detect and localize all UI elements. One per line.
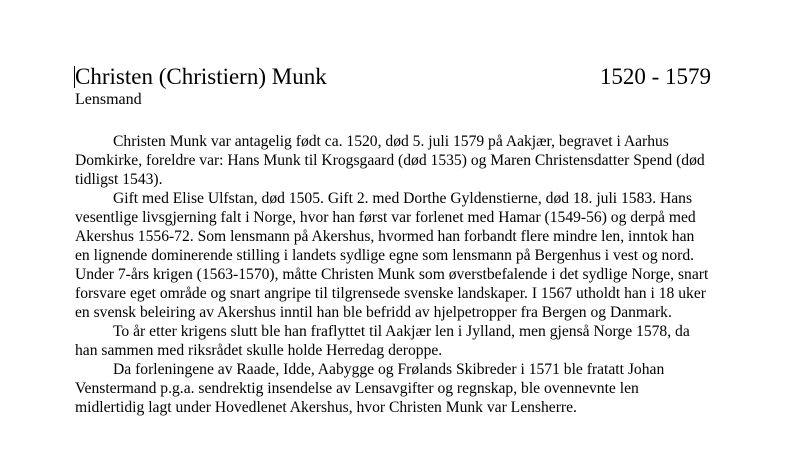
life-years[interactable]: 1520 - 1579 bbox=[599, 64, 711, 89]
paragraph-birth[interactable]: Christen Munk var antagelig født ca. 1520, død 5. juli 1579 på Aakjær, begravet i Aarhus Domkirke, foreldre var: Hans Munk til Krogsgaard (død 1535) og Maren Christensdatter Spend (død tidligst 1543). bbox=[75, 133, 705, 188]
paragraph-career[interactable]: Gift med Elise Ulfstan, død 1505. Gift 2. med Dorthe Gyldenstierne, død 18. juli 1583. Hans vesentlige livsgjerning falt i Norge, hvor han først var forlenet med Hamar (1549-56) og derpå med Akershus 1556-72. Som lensmann på Akershus, hvormed han forbandt flere mindre len, inntok han en lignende dominerende stilling i landets sydlige egne som lensmann på Bergenhus i vest og nord. Under 7-års krigen (1563-1570), måtte Christen Munk som øverstbefalende i det sydlige Norge, snart forsvare eget område og snart angripe til tilgrensede svenske landskaper. I 1567 utholdt han i 18 uker en svensk beleiring av Akershus inntil han ble befridd av hjelpetropper fra Bergen og Danmark. bbox=[75, 190, 709, 321]
paragraph-fiefs[interactable]: Da forleningene av Raade, Idde, Aabygge og Frølands Skibreder i 1571 ble fratatt Johan Venstermand p.g.a. sendrektig insendelse av Lensavgifter og regnskap, ble ovennevnte len midlertidig lagt under Hovedlenet Akershus, hvor Christen Munk var Lensherre. bbox=[75, 361, 665, 416]
paragraph-later-life[interactable]: To år etter krigens slutt ble han fraflyttet til Aakjær len i Jylland, men gjenså Norge 1578, da han sammen med riksrådet skulle holde Herredag deroppe. bbox=[75, 323, 690, 359]
document-header bbox=[75, 62, 711, 92]
document-subtitle[interactable]: Lensmand bbox=[75, 91, 142, 108]
document-body[interactable] bbox=[75, 132, 711, 417]
document-title[interactable]: Christen (Christiern) Munk bbox=[75, 64, 327, 89]
